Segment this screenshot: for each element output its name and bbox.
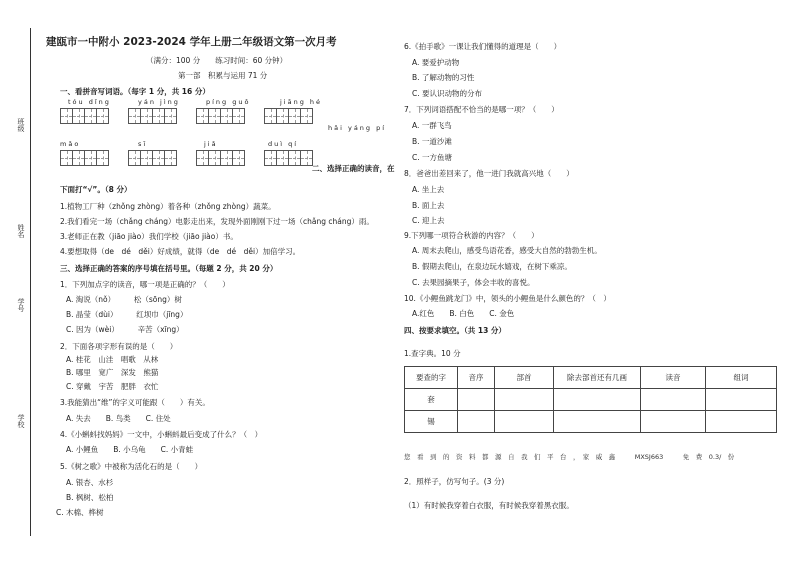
- table-cell-blank[interactable]: [706, 411, 777, 433]
- q3-7-b[interactable]: B. 一道沙滩: [412, 137, 452, 146]
- pinyin-5: mǎo: [60, 140, 81, 148]
- tianzige-box-7[interactable]: [196, 150, 245, 166]
- q3-1-stem: 1．下列加点字的读音，哪一项是正确的？（ ）: [60, 280, 230, 289]
- q3-3-stem: 3.我能猜出“维”的字义可能跟（ ）有关。: [60, 398, 210, 407]
- q2-item-2: 2.我们看完一场（chǎng cháng）电影走出来，发现外面刚刚下过一场（chǎng cháng）雨。: [60, 217, 374, 226]
- q3-7-a[interactable]: A. 一群飞鸟: [412, 121, 452, 130]
- q2-item-4: 4.要想取得（de dé děi）好成绩，就得（de dé děi）加倍学习。: [60, 247, 301, 256]
- q3-6-c[interactable]: C. 要认识动物的分布: [412, 89, 483, 98]
- q4-1-title: 1.查字典。10 分: [404, 349, 461, 358]
- table-cell-blank[interactable]: [554, 389, 641, 411]
- exam-title: 建瓯市一中附小 2023-2024 学年上册二年级语文第一次月考: [46, 36, 337, 48]
- table-cell-blank[interactable]: [641, 389, 706, 411]
- q3-8-c[interactable]: C. 迎上去: [412, 216, 445, 225]
- table-cell-blank[interactable]: [458, 389, 495, 411]
- table-cell-blank[interactable]: [495, 411, 554, 433]
- pinyin-7: jiǎ: [204, 140, 218, 148]
- q2-heading-a: 二、选择正确的读音，在: [312, 164, 395, 173]
- q3-7-stem: 7．下列词语搭配不恰当的是哪一项？（ ）: [404, 105, 559, 114]
- q3-8-stem: 8．爸爸出差回来了，他一进门我就高兴地（ ）: [404, 169, 574, 178]
- pinyin-3: píng guǒ: [206, 98, 251, 106]
- pinyin-8: duì qí: [268, 140, 299, 148]
- q3-9-stem: 9.下列哪一项符合秋游的内容？（ ）: [404, 231, 539, 240]
- q3-9-b[interactable]: B. 假期去爬山，在泉边玩水嬉戏，在树下乘凉。: [412, 262, 572, 271]
- q3-10-stem: 10.《小鲤鱼跳龙门》中，领头的小鲤鱼是什么颜色的？（ ）: [404, 294, 611, 303]
- q3-9-a[interactable]: A. 周末去爬山，感受鸟语花香，感受大自然的勃勃生机。: [412, 246, 602, 255]
- table-row: [405, 389, 777, 411]
- table-cell-blank[interactable]: [495, 389, 554, 411]
- q3-3-options[interactable]: A. 失去 B. 鸟类 C. 住处: [66, 414, 171, 423]
- table-header: 读音: [641, 367, 706, 389]
- q3-10-options[interactable]: A.红色 B. 白色 C. 金色: [412, 309, 515, 318]
- tianzige-box-5[interactable]: [60, 150, 109, 166]
- pinyin-2: yán jìng: [138, 98, 180, 106]
- q3-5-c[interactable]: C. 木棉、桦树: [56, 508, 104, 517]
- table-cell-blank[interactable]: [458, 411, 495, 433]
- table-header: 除去部首还有几画: [554, 367, 641, 389]
- table-header-row: [405, 367, 777, 389]
- side-label-id: 学号: [17, 298, 25, 312]
- tianzige-box-2[interactable]: [128, 108, 177, 124]
- side-label-school: 学校: [17, 414, 25, 428]
- tianzige-box-3[interactable]: [196, 108, 245, 124]
- tianzige-box-6[interactable]: [128, 150, 177, 166]
- q3-8-b[interactable]: B. 面上去: [412, 201, 445, 210]
- side-label-class: 班级: [17, 118, 25, 132]
- q3-5-b[interactable]: B. 枫树、松柏: [66, 493, 114, 502]
- tianzige-box-4[interactable]: [264, 108, 313, 124]
- q3-7-c[interactable]: C. 一方鱼塘: [412, 153, 453, 162]
- q3-2-stem: 2．下面各项字形有误的是（ ）: [60, 342, 178, 351]
- part1-heading: 第一部 积累与运用 71 分: [178, 71, 268, 80]
- table-cell-char: 套: [405, 389, 458, 411]
- q1-heading: 一、看拼音写词语。（每字 1 分，共 16 分）: [60, 87, 210, 96]
- q3-4-stem: 4.《小蝌蚪找妈妈》一文中，小蝌蚪最后变成了什么？（ ）: [60, 430, 263, 439]
- q2-heading-b: 下面打“√”。（8 分）: [60, 185, 132, 194]
- table-cell-blank[interactable]: [706, 389, 777, 411]
- side-label-name: 姓名: [17, 224, 25, 238]
- table-header: 音序: [458, 367, 495, 389]
- q4-2-title: 2．照样子，仿写句子。(3 分): [404, 477, 505, 486]
- pinyin-4: jiāng hé: [280, 98, 323, 106]
- q3-2-c[interactable]: C. 穿戴 宇苦 肥胖 衣忙: [66, 382, 159, 391]
- q4-heading: 四、按要求填空。（共 13 分）: [404, 326, 506, 335]
- q3-9-c[interactable]: C. 去果园摘果子，体会丰收的喜悦。: [412, 278, 535, 287]
- exam-info: （满分：100 分 练习时间：60 分钟）: [146, 56, 288, 65]
- q3-2-a[interactable]: A. 桂花 山洼 唱歌 从林: [66, 355, 159, 364]
- q3-2-b[interactable]: B. 哪里 宽广 深发 熊猫: [66, 368, 159, 377]
- table-cell-char: 锡: [405, 411, 458, 433]
- q3-4-options[interactable]: A. 小鲤鱼 B. 小乌龟 C. 小青蛙: [66, 445, 194, 454]
- q3-5-stem: 5.《树之歌》中被称为活化石的是（ ）: [60, 462, 203, 471]
- q3-6-stem: 6.《拍手歌》一课让我们懂得的道理是（ ）: [404, 42, 562, 51]
- tianzige-box-8[interactable]: [264, 150, 313, 166]
- table-cell-blank[interactable]: [641, 411, 706, 433]
- q3-5-a[interactable]: A. 银杏、水杉: [66, 478, 114, 487]
- binding-line: [30, 28, 31, 536]
- q2-item-3: 3.老师正在教（jiāo jiào）我们学校（jiāo jiào）书。: [60, 232, 238, 241]
- watermark-line: 您 看 到 的 资 料 都 源 自 我 们 平 台 ， 家 威 鑫 MXSJ663 免 费 0.3/ 份: [404, 453, 735, 461]
- pinyin-1: tóu dǐng: [68, 98, 111, 106]
- pinyin-6: sī: [138, 140, 148, 148]
- q4-2-example: （1）有时候我穿着白衣服，有时候我穿着黑衣服。: [404, 501, 574, 510]
- q3-1-a[interactable]: A. 淘说（nǒ） 松（sōng）树: [66, 295, 182, 304]
- table-header: 要查的字: [405, 367, 458, 389]
- table-header: 部首: [495, 367, 554, 389]
- tianzige-box-1[interactable]: [60, 108, 109, 124]
- dictionary-table: [404, 366, 777, 433]
- q3-1-b[interactable]: B. 晶莹（dùi） 红坝巾（jīng）: [66, 310, 188, 319]
- q3-8-a[interactable]: A. 坐上去: [412, 185, 445, 194]
- q3-6-a[interactable]: A. 要爱护动物: [412, 58, 460, 67]
- table-cell-blank[interactable]: [554, 411, 641, 433]
- q3-6-b[interactable]: B. 了解动物的习性: [412, 73, 475, 82]
- table-row: [405, 411, 777, 433]
- q3-1-c[interactable]: C. 因为（wèi） 辛苦（xīng）: [66, 325, 184, 334]
- table-header: 组词: [706, 367, 777, 389]
- pinyin-overflow: hǎi yáng pí: [328, 124, 387, 132]
- q2-item-1: 1.植物工厂种（zhǒng zhòng）着各种（zhǒng zhòng）蔬菜。: [60, 202, 276, 211]
- q3-heading: 三、选择正确的答案的序号填在括号里。（每题 2 分，共 20 分）: [60, 264, 278, 273]
